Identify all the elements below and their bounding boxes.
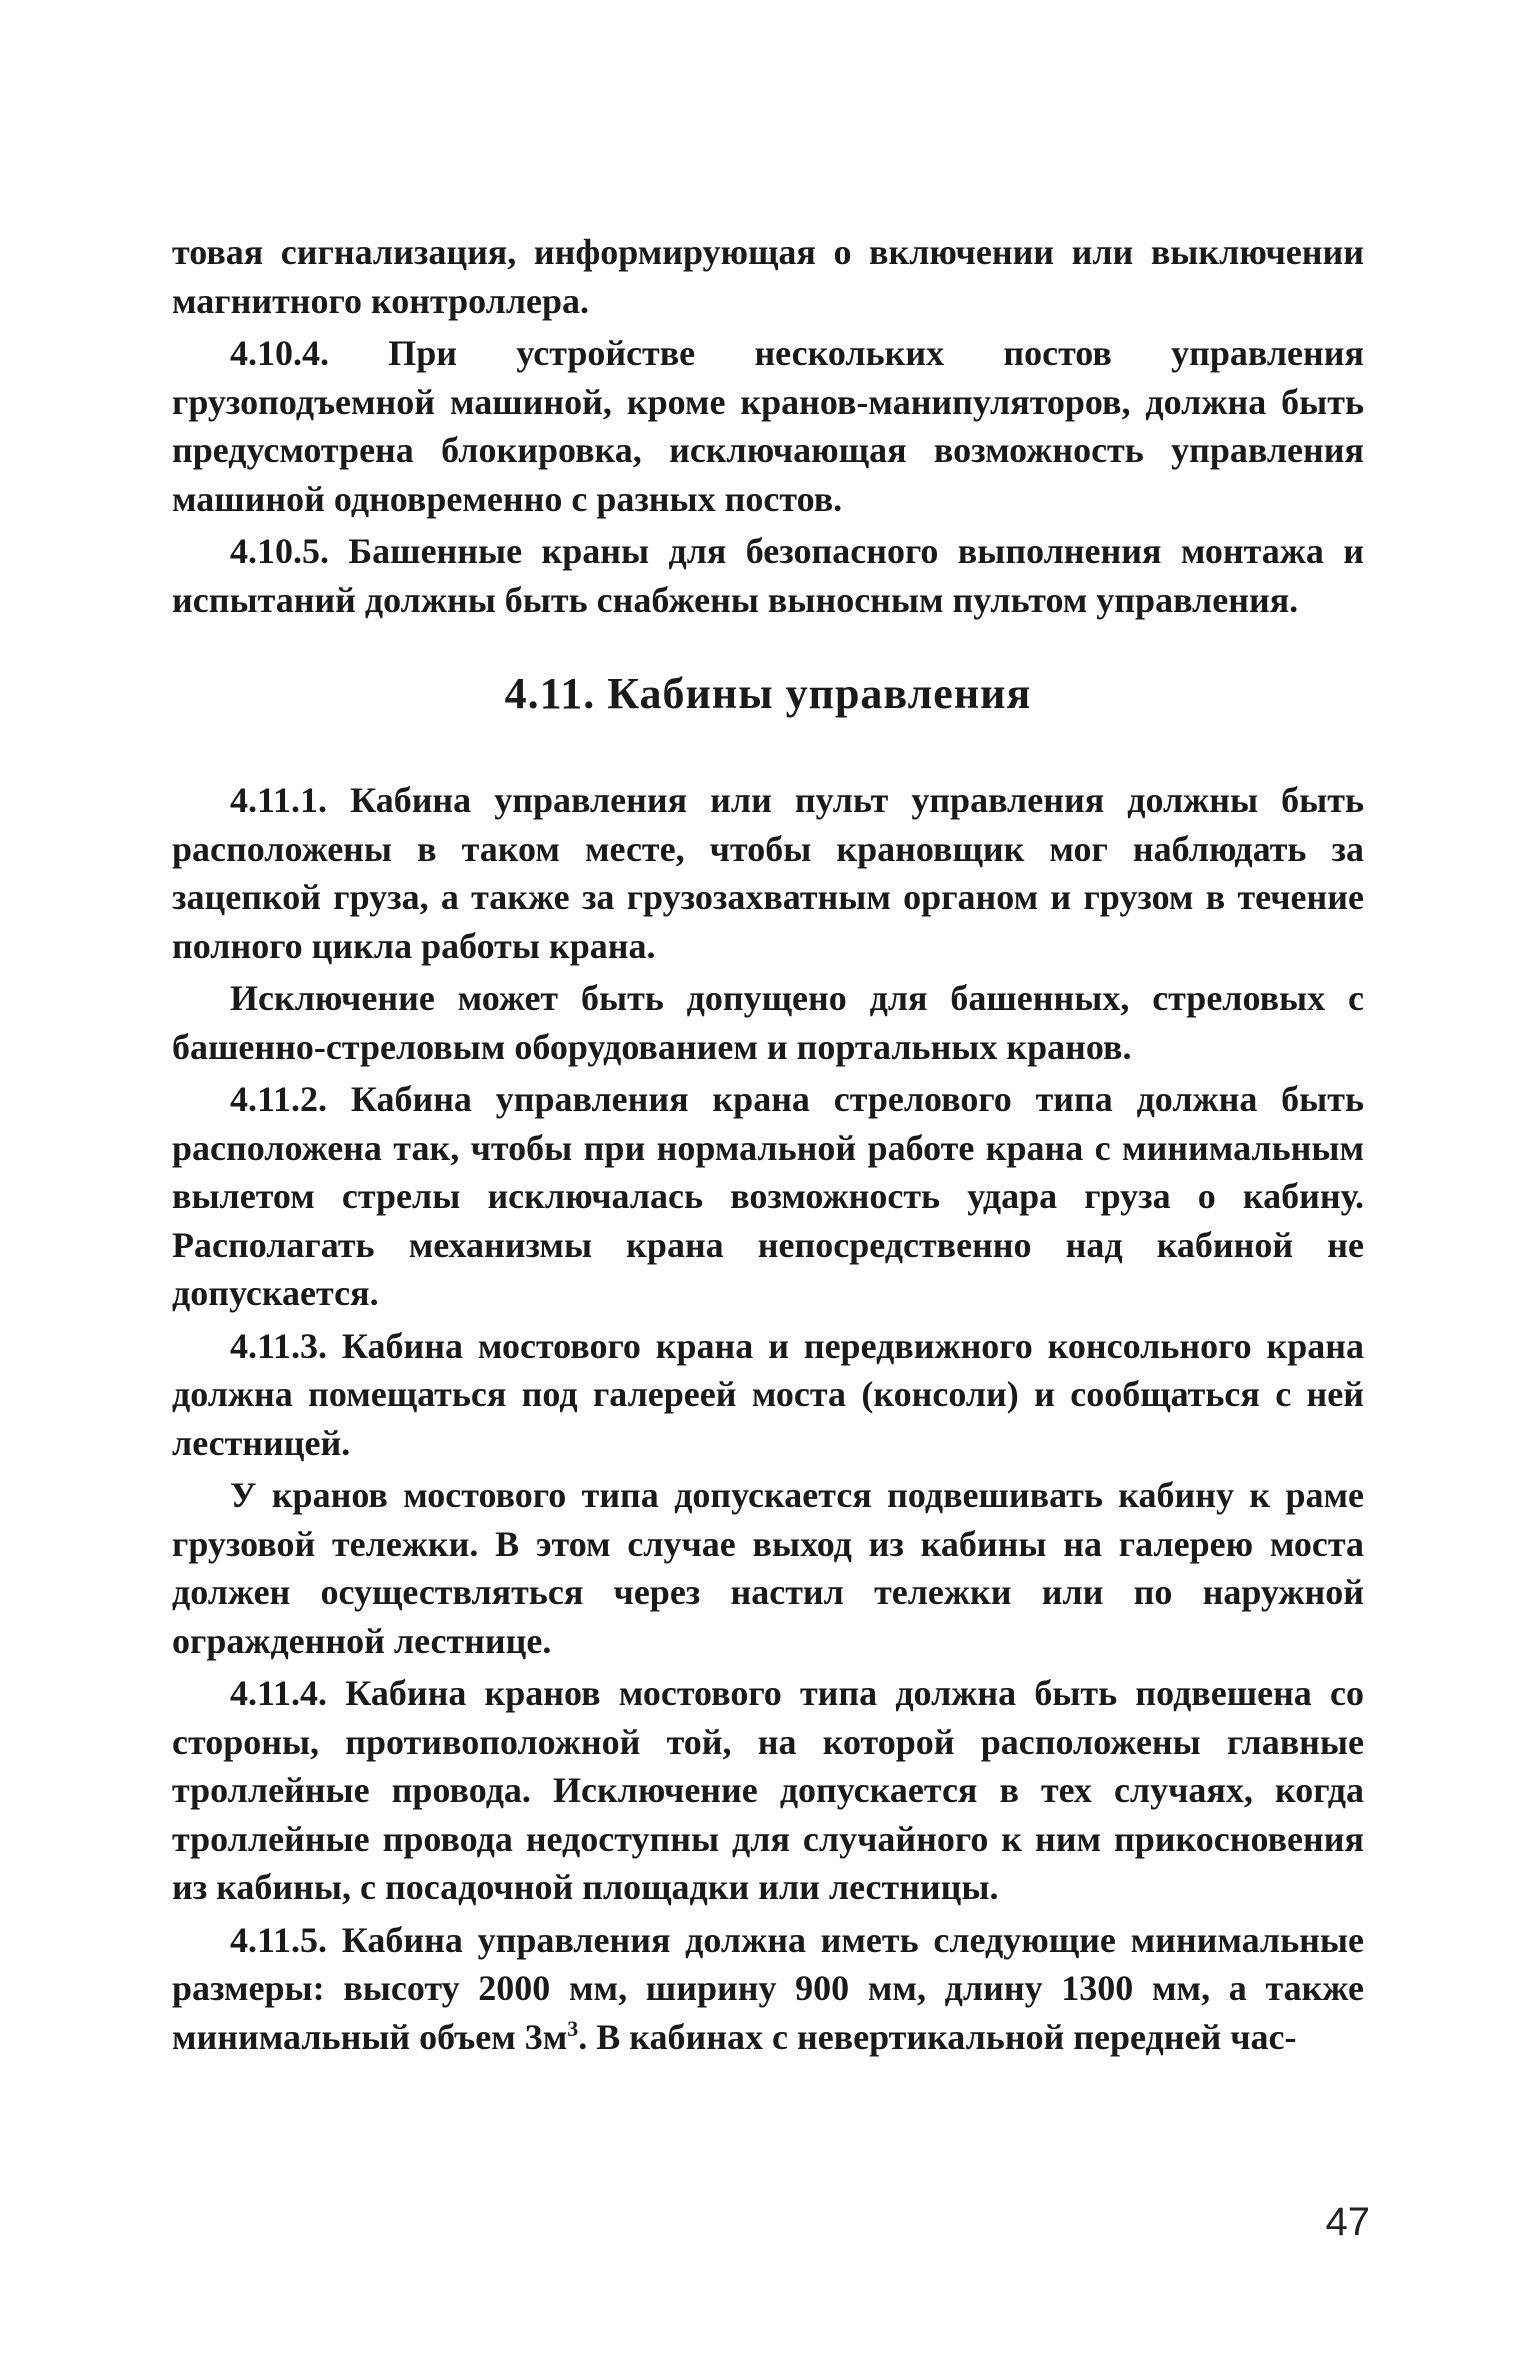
- paragraph-bridge-cranes: У кранов мостового типа допускается подвешивать кабину к раме грузовой тележки. В этом случае выход из кабины на галерею моста должен осуществляться через настил тележки или по наружной огражденной лестнице.: [172, 1475, 1364, 1661]
- text-block-top: [172, 228, 1364, 624]
- paragraph-4-11-5-continuation: . В кабинах с невертикальной передней час-: [578, 2016, 1297, 2057]
- superscript-cubic: 3: [567, 2015, 579, 2041]
- paragraph-4-11-4: 4.11.4. Кабина кранов мостового типа должна быть подвешена со стороны, противоположной той, на которой расположены главные троллейные провода. Исключение допускается в тех случаях, когда троллейные провода недоступны для случайного к ним прикосновения из кабины, с посадочной площадки или лестницы.: [172, 1673, 1364, 1907]
- continuation-paragraph: товая сигнализация, информирующая о включении или выключении магнитного контроллера.: [172, 232, 1364, 321]
- paragraph-4-11-5-text: 4.11.5. Кабина управления должна иметь следующие минимальные размеры: высоту 2000 мм, ширину 900 мм, длину 1300 мм, а также минимальный объем 3м: [172, 1919, 1364, 2057]
- text-block-main: [172, 776, 1364, 2061]
- paragraph-4-11-5: [172, 1916, 1364, 2062]
- paragraph-4-10-4: 4.10.4. При устройстве нескольких постов управления грузоподъемной машиной, кроме кранов-манипуляторов, должна быть предусмотрена блокировка, исключающая возможность управления машиной одновременно с разных постов.: [172, 333, 1364, 519]
- section-heading: 4.11. Кабины управления: [504, 669, 1032, 718]
- paragraph-4-11-2: 4.11.2. Кабина управления крана стрелового типа должна быть расположена так, чтобы при нормальной работе крана с минимальным вылетом стрелы исключалась возможность удара груза о кабину. Располагать механизмы крана непосредственно над кабиной не допускается.: [172, 1079, 1364, 1313]
- paragraph-4-10-5: 4.10.5. Башенные краны для безопасного выполнения монтажа и испытаний должны быть снабжены выносным пультом управления.: [172, 531, 1364, 620]
- paragraph-exception: Исключение может быть допущено для башенных, стреловых с башенно-стреловым оборудованием и портальных кранов.: [172, 978, 1364, 1067]
- paragraph-4-11-3: 4.11.3. Кабина мостового крана и передвижного консольного крана должна помещаться под галереей моста (консоли) и сообщаться с ней лестницей.: [172, 1325, 1364, 1463]
- paragraph-4-11-1: 4.11.1. Кабина управления или пульт управления должны быть расположены в таком месте, чтобы крановщик мог наблюдать за зацепкой груза, а также за грузозахватным органом и грузом в течение полного цикла работы крана.: [172, 780, 1364, 966]
- page-number: 47: [1325, 2200, 1370, 2244]
